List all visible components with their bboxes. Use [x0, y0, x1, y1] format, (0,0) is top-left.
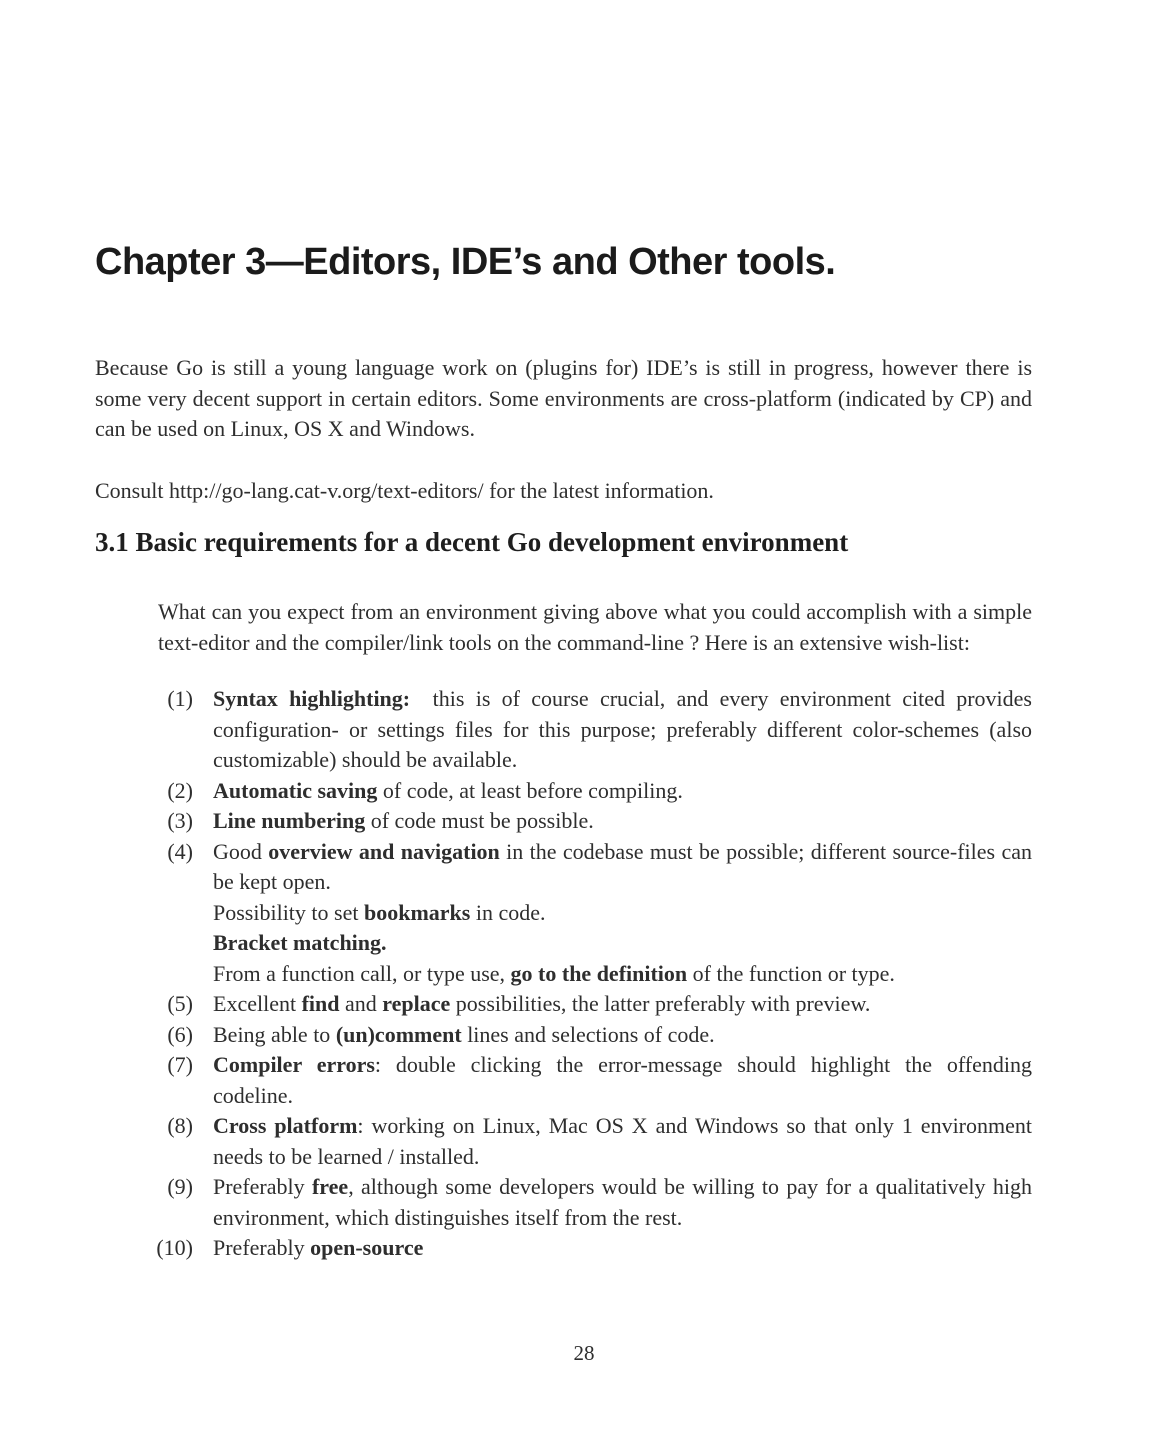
plain-text: Good: [213, 838, 269, 864]
bold-text: replace: [382, 991, 451, 1017]
plain-text: , although some developers would be willing to pay for a qualitatively high environment, which distinguishes itself from the rest.: [213, 1174, 1032, 1230]
item-line: [213, 928, 1032, 959]
bold-text: find: [301, 991, 340, 1017]
plain-text: Being able to: [213, 1021, 336, 1047]
item-text: [213, 1111, 1032, 1172]
plain-text: of code, at least before compiling.: [377, 777, 683, 803]
wishlist-item: [153, 684, 1032, 776]
item-line: [213, 806, 1032, 837]
bold-text: overview and navigation: [268, 838, 500, 864]
plain-text: Possibility to set: [213, 899, 364, 925]
section-intro: What can you expect from an environment giving above what you could accomplish with a simple text-editor and the compiler/link tools on the command-line ? Here is an extensive wish-list:: [158, 599, 1032, 655]
wishlist-item: [153, 1020, 1032, 1051]
plain-text: Preferably: [213, 1235, 311, 1261]
item-text: [213, 1233, 1032, 1264]
item-number: (6): [167, 1021, 193, 1047]
bold-text: free: [311, 1174, 349, 1200]
item-line: [213, 1233, 1032, 1264]
wishlist: [95, 684, 1032, 1264]
item-number: (2): [167, 777, 193, 803]
plain-text: of code must be possible.: [365, 808, 594, 834]
bold-text: (un)comment: [335, 1021, 462, 1047]
plain-text: of the function or type.: [687, 960, 895, 986]
item-line: [213, 776, 1032, 807]
wishlist-item: [153, 1111, 1032, 1172]
section-heading: 3.1 Basic requirements for a decent Go development environment: [95, 527, 849, 558]
item-number: (5): [167, 991, 193, 1017]
item-text: [213, 1020, 1032, 1051]
item-number: (4): [167, 838, 193, 864]
plain-text: possibilities, the latter preferably with preview.: [450, 991, 871, 1017]
item-number: (7): [167, 1052, 193, 1078]
wishlist-item: [153, 837, 1032, 990]
item-line: [213, 959, 1032, 990]
item-line: [213, 898, 1032, 929]
plain-text: lines and selections of code.: [461, 1021, 715, 1047]
bold-text: Bracket matching.: [213, 930, 387, 956]
plain-text: in the codebase must be possible; different source-files can be kept open.: [213, 838, 1032, 895]
item-text: [213, 989, 1032, 1020]
chapter-title: Chapter 3—Editors, IDE’s and Other tools.: [95, 241, 836, 283]
item-line: [213, 1111, 1032, 1172]
bold-text: Automatic saving: [213, 777, 378, 803]
bold-text: Syntax highlighting:: [213, 686, 411, 712]
bold-text: go to the definition: [510, 960, 688, 986]
item-number: (9): [167, 1174, 193, 1200]
item-text: [213, 1172, 1032, 1233]
wishlist-item: [153, 806, 1032, 837]
item-line: [213, 1020, 1032, 1051]
wishlist-item: [153, 776, 1032, 807]
bold-text: open-source: [310, 1235, 424, 1261]
plain-text: and: [339, 991, 383, 1017]
item-line: [213, 989, 1032, 1020]
wishlist-item: [153, 1233, 1032, 1264]
item-text: [213, 776, 1032, 807]
plain-text: in code.: [470, 899, 546, 925]
plain-text: Excellent: [213, 991, 302, 1017]
item-text: [213, 1050, 1032, 1111]
item-text: [213, 684, 1032, 776]
bold-text: bookmarks: [363, 899, 471, 925]
item-number: (8): [167, 1113, 193, 1139]
bold-text: Compiler errors: [213, 1052, 375, 1078]
item-number: (10): [156, 1235, 193, 1261]
item-line: [213, 1050, 1032, 1111]
item-line: [213, 684, 1032, 776]
item-text: [213, 806, 1032, 837]
intro-paragraph: Because Go is still a young language work on (plugins for) IDE’s is still in progress, however there is some very decent support in certain editors. Some environments are cross-platform (indicated by CP) and can be used on Linux, OS X and Windows.: [95, 355, 1032, 442]
item-text: [213, 837, 1032, 990]
plain-text: From a function call, or type use,: [213, 960, 511, 986]
plain-text: this is of course crucial, and every environment cited provides configuration- or settings files for this purpose; preferably different color-schemes (also customizable) should be available.: [213, 686, 1032, 773]
plain-text: : double clicking the error-message should highlight the offending codeline.: [213, 1052, 1032, 1108]
wishlist-item: [153, 1172, 1032, 1233]
wishlist-item: [153, 989, 1032, 1020]
item-number: (3): [167, 808, 193, 834]
bold-text: Cross platform: [213, 1113, 358, 1139]
page-number: 28: [573, 1341, 595, 1365]
item-number: (1): [167, 686, 193, 712]
item-line: [213, 1172, 1032, 1233]
wishlist-item: [153, 1050, 1032, 1111]
consult-line: Consult http://go-lang.cat-v.org/text-editors/ for the latest information.: [95, 477, 714, 503]
plain-text: Preferably: [213, 1174, 312, 1200]
item-line: [213, 837, 1032, 898]
bold-text: Line numbering: [213, 808, 366, 834]
plain-text: : working on Linux, Mac OS X and Windows so that only 1 environment needs to be learned / installed.: [213, 1113, 1032, 1169]
